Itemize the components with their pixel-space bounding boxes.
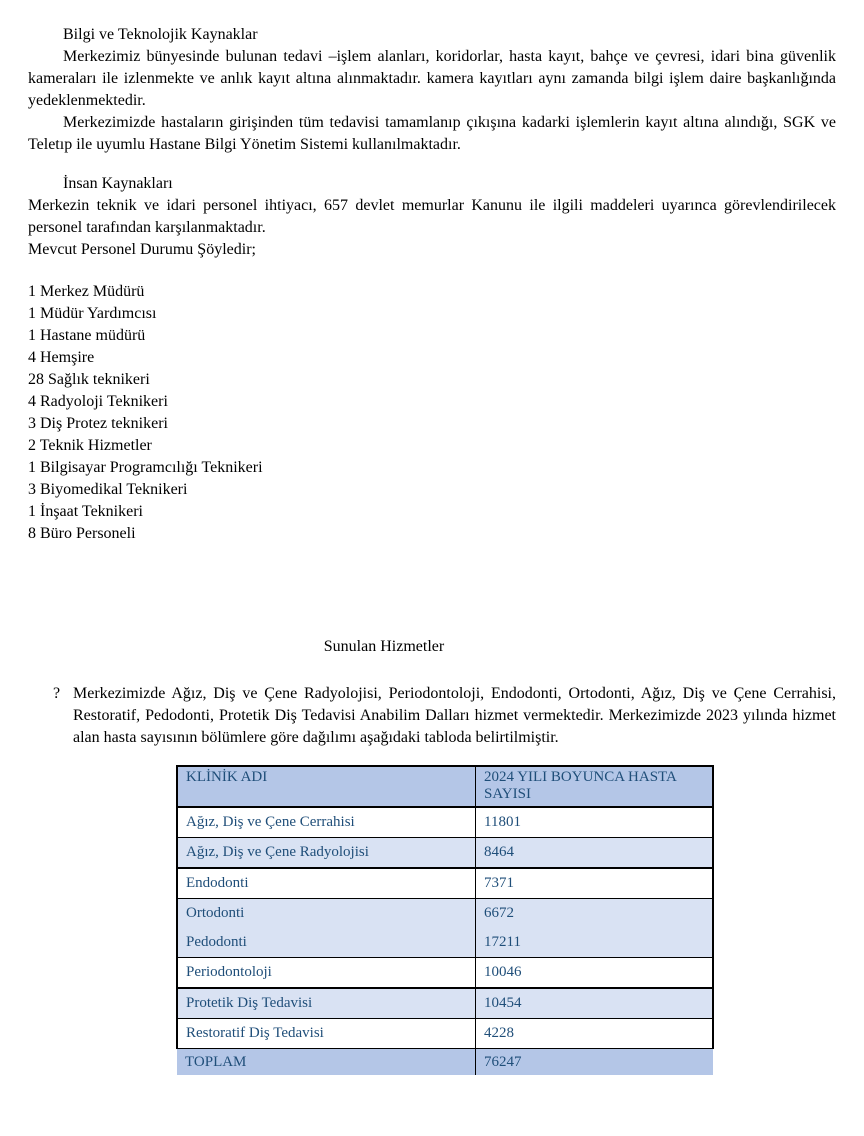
staff-item: 8 Büro Personeli — [28, 525, 136, 542]
table-row — [177, 988, 713, 1019]
table-header-row — [177, 766, 713, 807]
clinic-name-cell: Ortodonti — [177, 899, 476, 929]
clinic-name-cell: Ağız, Diş ve Çene Cerrahisi — [177, 807, 476, 838]
bullet-marker: ? — [53, 685, 61, 702]
table-row — [177, 899, 713, 929]
staff-item: 1 İnşaat Teknikeri — [28, 503, 143, 520]
staff-list — [28, 281, 836, 545]
clinic-name-cell: Pedodonti — [177, 928, 476, 958]
table-row — [177, 958, 713, 989]
staff-item: 1 Müdür Yardımcısı — [28, 305, 157, 322]
staff-item: 28 Sağlık teknikeri — [28, 371, 150, 388]
clinic-name-header-cell: KLİNİK ADI — [177, 766, 476, 807]
table-row — [177, 838, 713, 869]
patient-count-cell: 4228 — [476, 1019, 714, 1049]
staff-item: 1 Merkez Müdürü — [28, 283, 145, 300]
paragraph-guvenlik-kameralari: Merkezimiz bünyesinde bulunan tedavi –işlem alanları, koridorlar, hasta kayıt, bahçe ve çevresi, idari bina güvenlik kameraları ile izlenmekte ve anlık kayıt altına alınmaktadır. kamera kayıtları aynı zamanda bilgi işlem daire başkanlığında yedeklenmektedir. — [28, 48, 836, 109]
patient-count-cell: 17211 — [476, 928, 714, 958]
patient-count-cell: 11801 — [476, 807, 714, 838]
table-row — [177, 807, 713, 838]
patient-count-cell: 10454 — [476, 988, 714, 1019]
section-heading-bilgi-ve-teknolojik-kaynaklar: Bilgi ve Teknolojik Kaynaklar — [63, 26, 258, 43]
section-heading-insan-kaynaklari: İnsan Kaynakları — [63, 175, 173, 192]
staff-item: 2 Teknik Hizmetler — [28, 437, 152, 454]
staff-item: 3 Diş Protez teknikeri — [28, 415, 168, 432]
staff-item: 1 Hastane müdürü — [28, 327, 146, 344]
paragraph-hastane-bilgi-yonetim: Merkezimizde hastaların girişinden tüm tedavisi tamamlanıp çıkışına kadarki işlemlerin kayıt altına alındığı, SGK ve Teletıp ile uyumlu Hastane Bilgi Yönetim Sistemi kullanılmaktadır. — [28, 114, 836, 153]
patient-count-cell: 6672 — [476, 899, 714, 929]
patient-count-cell: 8464 — [476, 838, 714, 869]
staff-item: 3 Biyomedikal Teknikeri — [28, 481, 188, 498]
clinic-name-cell: Ağız, Diş ve Çene Radyolojisi — [177, 838, 476, 869]
staff-item: 1 Bilgisayar Programcılığı Teknikeri — [28, 459, 263, 476]
paragraph-mevcut-personel-durumu: Mevcut Personel Durumu Şöyledir; — [28, 241, 256, 258]
clinic-name-cell: Protetik Diş Tedavisi — [177, 988, 476, 1019]
clinic-name-cell: Endodonti — [177, 868, 476, 899]
patient-count-cell: 76247 — [476, 1049, 714, 1076]
staff-item: 4 Radyoloji Teknikeri — [28, 393, 168, 410]
patient-count-cell: 10046 — [476, 958, 714, 989]
paragraph-personel-ihtiyaci: Merkezin teknik ve idari personel ihtiyacı, 657 devlet memurlar Kanunu ile ilgili maddeleri uyarınca görevlendirilecek personel tarafından karşılanmaktadır. — [28, 197, 836, 236]
clinic-name-cell: Periodontoloji — [177, 958, 476, 989]
table-row — [177, 1019, 713, 1049]
services-bullet-item — [28, 683, 836, 749]
table-row — [177, 868, 713, 899]
clinic-name-cell: Restoratif Diş Tedavisi — [177, 1019, 476, 1049]
patient-count-cell: 7371 — [476, 868, 714, 899]
staff-item: 4 Hemşire — [28, 349, 95, 366]
patients-table — [176, 765, 714, 1075]
patient-count-header-cell: 2024 YILI BOYUNCA HASTA SAYISI — [476, 766, 714, 807]
table-row — [177, 928, 713, 958]
table-total-row — [177, 1049, 713, 1076]
services-bullet-text: Merkezimizde Ağız, Diş ve Çene Radyolojisi, Periodontoloji, Endodonti, Ortodonti, Ağız, Diş ve Çene Cerrahisi, Restoratif, Pedodonti, Protetik Diş Tedavisi Anabilim Dalları hizmet vermektedir. Merkezimizde 2023 yılında hizmet alan hasta sayısının bölümlere göre dağılımı aşağıdaki tabloda belirtilmiştir. — [73, 685, 836, 746]
clinic-name-cell: TOPLAM — [177, 1049, 476, 1076]
section-heading-sunulan-hizmetler: Sunulan Hizmetler — [323, 638, 445, 655]
